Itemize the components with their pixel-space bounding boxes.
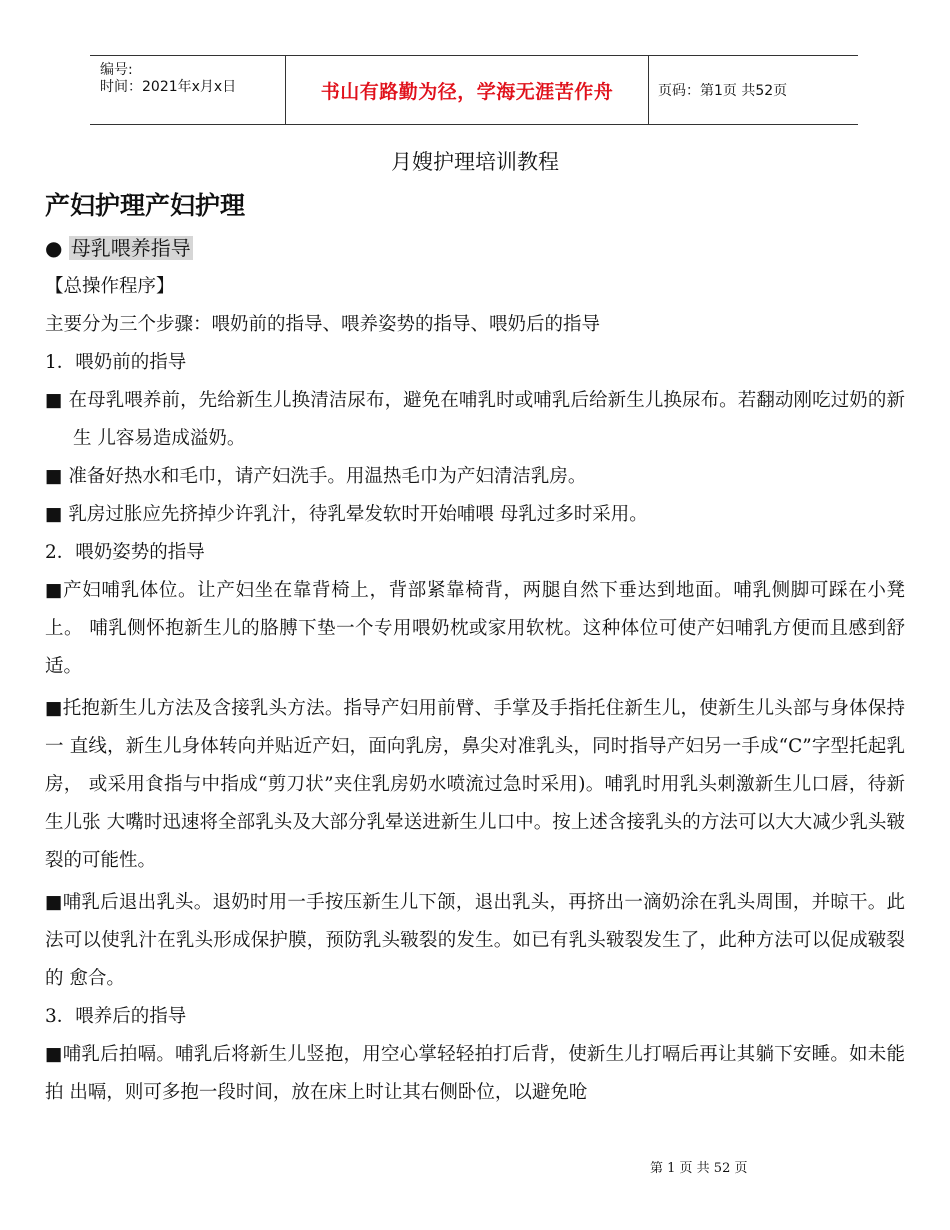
- paragraph: 3．喂养后的指导: [45, 1006, 187, 1027]
- paragraph: 主要分为三个步骤：喂奶前的指导、喂养姿势的指导、喂奶后的指导: [45, 314, 601, 335]
- paragraph: ■哺乳后拍嗝。哺乳后将新生儿竖抱，用空心掌轻轻拍打后背，使新生儿打嗝后再让其躺下安睡。如未能拍 出嗝，则可多抱一段时间，放在床上时让其右侧卧位，以避免呛: [45, 1044, 905, 1103]
- paragraph: 2．喂奶姿势的指导: [45, 542, 205, 563]
- paragraph: ■托抱新生儿方法及含接乳头方法。指导产妇用前臂、手掌及手指托住新生儿，使新生儿头部与身体保持一 直线，新生儿身体转向并贴近产妇，面向乳房，鼻尖对准乳头，同时指导产妇另一手成“C”字型托起乳房， 或采用食指与中指成“剪刀状”夹住乳房奶水喷流过急时采用)。哺乳时用乳头刺激新生儿口唇，待新生儿张 大嘴时迅速将全部乳头及大部分乳晕送进新生儿口中。按上述含接乳头的方法可以大大减少乳头皲裂的可能性。: [45, 698, 905, 871]
- paragraph: ■产妇哺乳体位。让产妇坐在靠背椅上，背部紧靠椅背，两腿自然下垂达到地面。哺乳侧脚可踩在小凳上。 哺乳侧怀抱新生儿的胳膊下垫一个专用喂奶枕或家用软枕。这种体位可使产妇哺乳方便而且感到舒适。: [45, 580, 905, 677]
- page-header: [90, 55, 858, 125]
- paragraph: ■ 准备好热水和毛巾，请产妇洗手。用温热毛巾为产妇清洁乳房。: [45, 466, 587, 487]
- body-content: [45, 268, 905, 1112]
- paragraph: ■ 在母乳喂养前，先给新生儿换清洁尿布，避免在哺乳时或哺乳后给新生儿换尿布。若翻动刚吃过奶的新生 儿容易造成溢奶。: [45, 390, 905, 449]
- paragraph: 【总操作程序】: [45, 276, 175, 297]
- header-motto: 书山有路勤为径，学海无涯苦作舟: [285, 56, 649, 124]
- paragraph: ■哺乳后退出乳头。退奶时用一手按压新生儿下颌，退出乳头，再挤出一滴奶涂在乳头周围，并晾干。此法可以使乳汁在乳头形成保护膜，预防乳头皲裂的发生。如已有乳头皲裂发生了，此种方法可以促成皲裂的 愈合。: [45, 892, 905, 989]
- header-page-info: 页码：第1页 共52页: [658, 83, 788, 99]
- bullet-dot-icon: ●: [45, 236, 63, 260]
- number-label: 编号:: [100, 62, 133, 78]
- paragraph: ■ 乳房过胀应先挤掉少许乳汁，待乳晕发软时开始哺喂 母乳过多时采用。: [45, 504, 648, 525]
- header-meta: [100, 56, 285, 130]
- paragraph: 1．喂奶前的指导: [45, 352, 187, 373]
- time-label: 时间：2021年x月x日: [100, 79, 237, 95]
- section-title: 产妇护理产妇护理: [45, 191, 246, 220]
- document-title: 月嫂护理培训教程: [391, 150, 559, 174]
- bullet-heading-text: 母乳喂养指导: [70, 236, 191, 260]
- bullet-heading: [45, 232, 193, 261]
- page-footer: 第 1 页 共 52 页: [650, 1161, 748, 1176]
